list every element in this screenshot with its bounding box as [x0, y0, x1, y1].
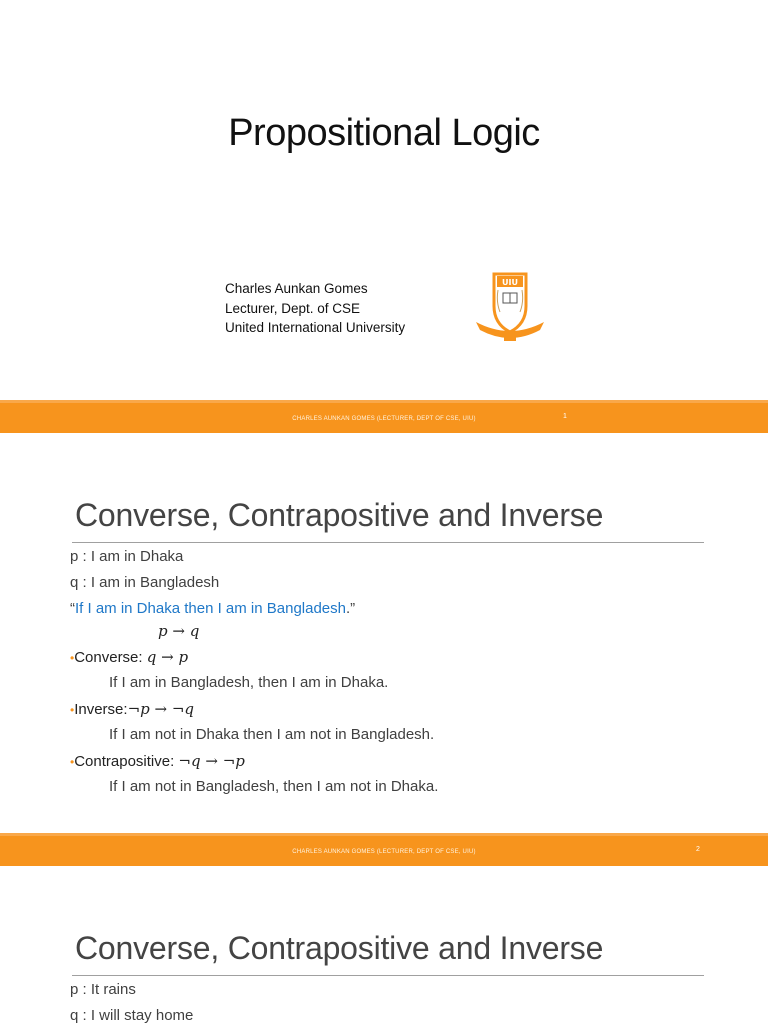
university-logo: [470, 266, 550, 346]
quote-open: “: [70, 600, 75, 617]
author-name: Charles Aunkan Gomes: [225, 281, 368, 296]
conditional-statement: [70, 600, 355, 617]
conditional-text: If I am in Dhaka then I am in Bangladesh: [75, 600, 346, 617]
proposition-q: q : I am in Bangladesh: [70, 574, 220, 591]
slide-3: [0, 866, 768, 1024]
converse-label: Converse:: [74, 649, 147, 666]
slide-footer-1: [0, 400, 768, 433]
author-position: Lecturer, Dept. of CSE: [225, 300, 361, 316]
author-block: [225, 279, 405, 338]
bullet-icon: •: [70, 755, 75, 769]
page-number: 1: [563, 413, 568, 420]
contrapositive-item: [70, 752, 245, 770]
slide-2: [0, 433, 768, 833]
contrapositive-formula: ¬q → ¬p: [178, 752, 245, 770]
inverse-sentence: If I am not in Dhaka then I am not in Bangladesh.: [109, 726, 435, 743]
inverse-item: [70, 700, 194, 718]
logo-text: UIU: [502, 278, 518, 287]
bullet-icon: •: [70, 651, 75, 665]
converse-formula: q → p: [146, 648, 189, 666]
title-divider: [72, 542, 704, 543]
author-university: United International University: [225, 320, 406, 335]
proposition-p: p : I am in Dhaka: [70, 548, 184, 565]
slide-title: Converse, Contrapositive and Inverse: [75, 497, 604, 533]
converse-item: [70, 648, 188, 666]
slide-1: [0, 0, 768, 400]
footer-text: CHARLES AUNKAN GOMES (LECTURER, DEPT OF CSE, UIU): [292, 849, 476, 855]
title-divider: [72, 975, 704, 976]
page-number: 2: [696, 846, 701, 853]
bullet-icon: •: [70, 703, 75, 717]
converse-sentence: If I am in Bangladesh, then I am in Dhaka.: [109, 674, 389, 691]
inverse-formula: ¬p → ¬q: [127, 700, 195, 718]
slide-footer-2: [0, 833, 768, 866]
contrapositive-sentence: If I am not in Bangladesh, then I am not in Dhaka.: [109, 778, 439, 795]
slide-title: Converse, Contrapositive and Inverse: [75, 930, 604, 966]
inverse-label: Inverse:: [74, 701, 128, 718]
footer-text: CHARLES AUNKAN GOMES (LECTURER, DEPT OF CSE, UIU): [292, 416, 476, 422]
slide-title: Propositional Logic: [228, 112, 540, 154]
proposition-p: p : It rains: [70, 981, 136, 998]
proposition-q: q : I will stay home: [70, 1007, 194, 1024]
quote-close: .”: [346, 600, 356, 617]
implication-formula: p → q: [158, 622, 200, 640]
contrapositive-label: Contrapositive:: [74, 753, 179, 770]
